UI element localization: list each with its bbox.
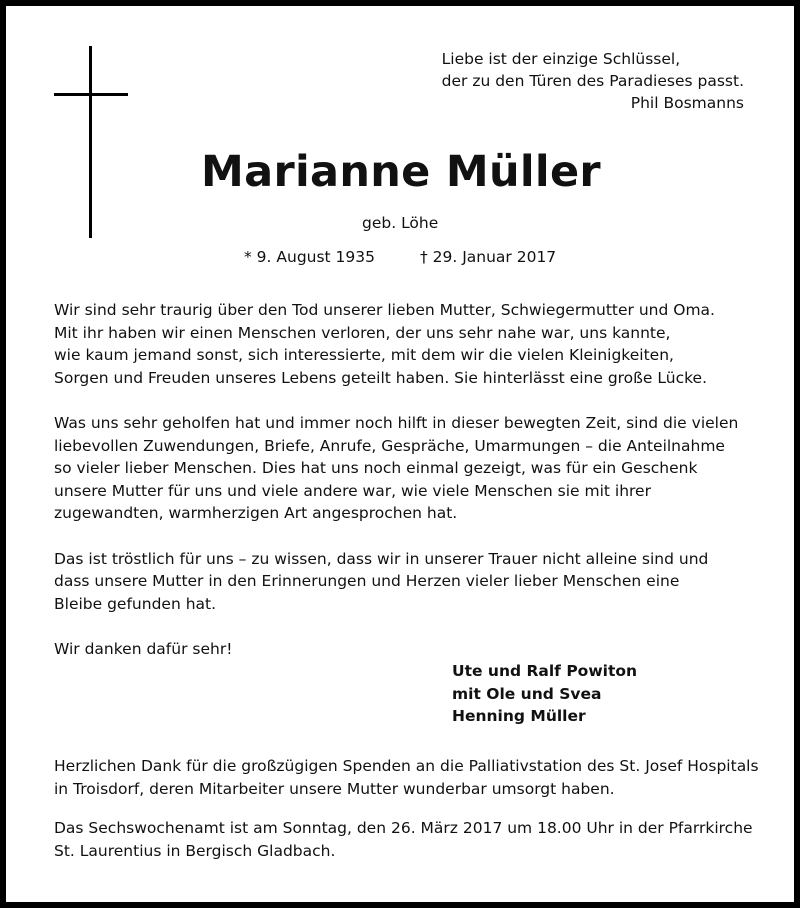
text-line: Bleibe gefunden hat. — [54, 594, 217, 613]
text-line: Mit ihr haben wir einen Menschen verloren, der uns sehr nahe war, uns kannte, — [54, 323, 671, 342]
text-line: zugewandten, warmherzigen Art angesprochen hat. — [54, 504, 458, 522]
text-line: Herzlichen Dank für die großzügigen Spenden an die Palliativstation des St. Josef Hospitals — [54, 757, 759, 775]
maiden-name: geb. Löhe — [362, 214, 439, 232]
quote-author: Phil Bosmanns — [630, 94, 744, 112]
text-line: in Troisdorf, deren Mitarbeiter unsere Mutter wunderbar umsorgt haben. — [54, 779, 615, 798]
signatures — [452, 660, 637, 728]
text-line: Sorgen und Freuden unseres Lebens geteilt haben. Sie hinterlässt eine große Lücke. — [54, 368, 707, 387]
cross-horizontal-bar — [54, 93, 128, 96]
quote-line: der zu den Türen des Paradieses passt. — [441, 72, 744, 90]
text-line: liebevollen Zuwendungen, Briefe, Anrufe, Gespräche, Umarmungen – die Anteilnahme — [54, 436, 725, 455]
text-line: Das ist tröstlich für uns – zu wissen, dass wir in unserer Trauer nicht alleine sind und — [54, 549, 709, 568]
life-dates — [244, 248, 556, 266]
quote-block — [442, 48, 744, 114]
signature-line: Henning Müller — [452, 707, 586, 725]
quote-lines — [442, 48, 744, 92]
paragraph — [54, 817, 754, 862]
paragraph — [54, 638, 754, 661]
text-line: Wir sind sehr traurig über den Tod unserer lieben Mutter, Schwiegermutter und Oma. — [54, 301, 715, 319]
death-date: † 29. Januar 2017 — [419, 248, 557, 266]
cross-vertical-bar — [89, 46, 92, 238]
paragraph — [54, 755, 759, 800]
text-line: unsere Mutter für uns und viele andere war, wie viele Menschen sie mit ihrer — [54, 481, 651, 500]
main-text — [54, 299, 754, 684]
quote-line: Liebe ist der einzige Schlüssel, — [441, 50, 681, 68]
deceased-name: Marianne Müller — [201, 147, 601, 197]
birth-date: * 9. August 1935 — [244, 248, 376, 266]
text-line: Wir danken dafür sehr! — [54, 640, 233, 658]
text-line: Was uns sehr geholfen hat und immer noch hilft in dieser bewegten Zeit, sind die vielen — [54, 414, 739, 432]
footer-text — [54, 755, 759, 879]
paragraph — [54, 548, 754, 616]
signature-line: mit Ole und Svea — [452, 684, 602, 703]
paragraph — [54, 299, 754, 389]
signature-line: Ute und Ralf Powiton — [452, 662, 638, 680]
text-line: dass unsere Mutter in den Erinnerungen und Herzen vieler lieber Menschen eine — [54, 572, 680, 590]
text-line: St. Laurentius in Bergisch Gladbach. — [54, 841, 336, 860]
text-line: wie kaum jemand sonst, sich interessierte, mit dem wir die vielen Kleinigkeiten, — [54, 346, 674, 364]
text-line: Das Sechswochenamt ist am Sonntag, den 26. März 2017 um 18.00 Uhr in der Pfarrkirche — [54, 819, 753, 837]
paragraph — [54, 412, 754, 525]
text-line: so vieler lieber Menschen. Dies hat uns noch einmal gezeigt, was für ein Geschenk — [54, 459, 698, 477]
